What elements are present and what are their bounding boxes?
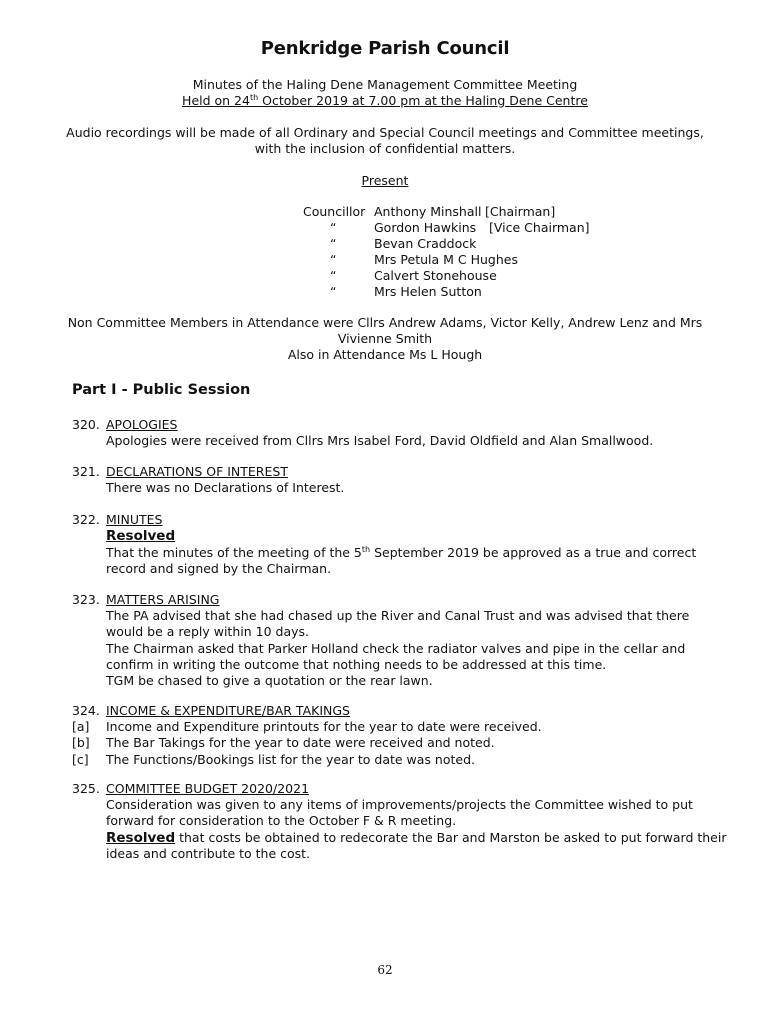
- page-number: 62: [377, 963, 393, 977]
- document-title: Penkridge Parish Council: [260, 38, 510, 59]
- item-heading: MATTERS ARISING: [106, 592, 220, 607]
- item-text: would be a reply within 10 days.: [106, 624, 309, 640]
- item-text: The Chairman asked that Parker Holland check the radiator valves and pipe in the cellar and: [106, 640, 686, 656]
- text-sup: th: [361, 545, 371, 555]
- item-body: [106, 703, 706, 768]
- present-heading: Present: [361, 173, 409, 188]
- member-role: [Vice Chairman]: [489, 220, 590, 235]
- item-heading: MINUTES: [106, 512, 163, 527]
- ditto-mark: “: [330, 220, 337, 235]
- audio-notice-line2: with the inclusion of confidential matters.: [254, 141, 516, 156]
- member-name: Mrs Helen Sutton: [374, 284, 482, 299]
- also-in-attendance: Also in Attendance Ms L Hough: [287, 347, 483, 362]
- item-number: 324.: [72, 703, 100, 718]
- item-heading: APOLOGIES: [106, 417, 178, 432]
- text-suffix: September 2019 be approved as a true and correct: [370, 545, 697, 561]
- item-body: [106, 464, 706, 496]
- member-name: Bevan Craddock: [374, 236, 477, 251]
- item-number: 320.: [72, 417, 100, 432]
- item-text: [106, 829, 727, 846]
- item-text: There was no Declarations of Interest.: [106, 480, 345, 496]
- member-role: [Chairman]: [485, 204, 556, 219]
- item-heading: DECLARATIONS OF INTEREST: [106, 464, 288, 479]
- item-body: [106, 417, 706, 449]
- held-prefix: Held on 24: [182, 93, 250, 108]
- resolved-label: Resolved: [106, 829, 176, 846]
- ditto-mark: “: [330, 284, 337, 299]
- item-text: confirm in writing the outcome that nothing needs to be addressed at this time.: [106, 656, 607, 672]
- part1-heading: Part I - Public Session: [72, 382, 251, 398]
- non-committee-line2: Vivienne Smith: [337, 331, 433, 346]
- councillor-prefix: Councillor: [303, 204, 366, 219]
- member-name: Gordon Hawkins: [374, 220, 477, 235]
- text-prefix: That the minutes of the meeting of the 5: [106, 545, 362, 561]
- item-text: Consideration was given to any items of improvements/projects the Committee wished to put: [106, 797, 693, 813]
- member-name: Anthony Minshall: [374, 204, 482, 219]
- held-sup: th: [249, 92, 259, 102]
- item-body: [106, 592, 706, 689]
- item-text: forward for consideration to the October F & R meeting.: [106, 813, 457, 829]
- item-text: record and signed by the Chairman.: [106, 561, 332, 577]
- member-name: Mrs Petula M C Hughes: [374, 252, 518, 267]
- meeting-subtitle: Minutes of the Haling Dene Management Committee Meeting: [192, 77, 578, 92]
- item-number: 323.: [72, 592, 100, 607]
- item-text: Income and Expenditure printouts for the year to date were received.: [106, 719, 542, 735]
- item-heading: COMMITTEE BUDGET 2020/2021: [106, 781, 310, 796]
- item-number: 321.: [72, 464, 100, 479]
- meeting-held-line: [0, 93, 770, 108]
- item-text: The PA advised that she had chased up the River and Canal Trust and was advised that there: [106, 608, 690, 624]
- item-body: [106, 781, 727, 862]
- text-suffix: that costs be obtained to redecorate the Bar and Marston be asked to put forward their: [175, 829, 727, 845]
- ditto-mark: “: [330, 252, 337, 267]
- subitem-label: [c]: [72, 751, 89, 767]
- subitem-label: [a]: [72, 719, 90, 735]
- item-body: [106, 512, 706, 578]
- item-heading: INCOME & EXPENDITURE/BAR TAKINGS: [106, 703, 350, 718]
- audio-notice-line1: Audio recordings will be made of all Ordinary and Special Council meetings and Committee meetings,: [66, 125, 704, 140]
- resolved-label: Resolved: [106, 528, 176, 545]
- held-suffix: October 2019 at 7.00 pm at the Haling Dene Centre: [258, 93, 588, 108]
- subitem-label: [b]: [72, 735, 90, 751]
- member-name: Calvert Stonehouse: [374, 268, 497, 283]
- non-committee-line1: Non Committee Members in Attendance were Cllrs Andrew Adams, Victor Kelly, Andrew Lenz and Mrs: [67, 315, 703, 330]
- item-text: The Bar Takings for the year to date were received and noted.: [106, 735, 495, 751]
- resolved-label-wrap: [106, 528, 706, 545]
- ditto-mark: “: [330, 236, 337, 251]
- item-text: TGM be chased to give a quotation or the rear lawn.: [106, 672, 433, 688]
- item-text: [106, 545, 706, 561]
- item-text: Apologies were received from Cllrs Mrs Isabel Ford, David Oldfield and Alan Smallwood.: [106, 433, 654, 449]
- item-number: 322.: [72, 512, 100, 527]
- item-text: ideas and contribute to the cost.: [106, 845, 311, 861]
- ditto-mark: “: [330, 268, 337, 283]
- item-number: 325.: [72, 781, 100, 796]
- item-text: The Functions/Bookings list for the year to date was noted.: [106, 751, 476, 767]
